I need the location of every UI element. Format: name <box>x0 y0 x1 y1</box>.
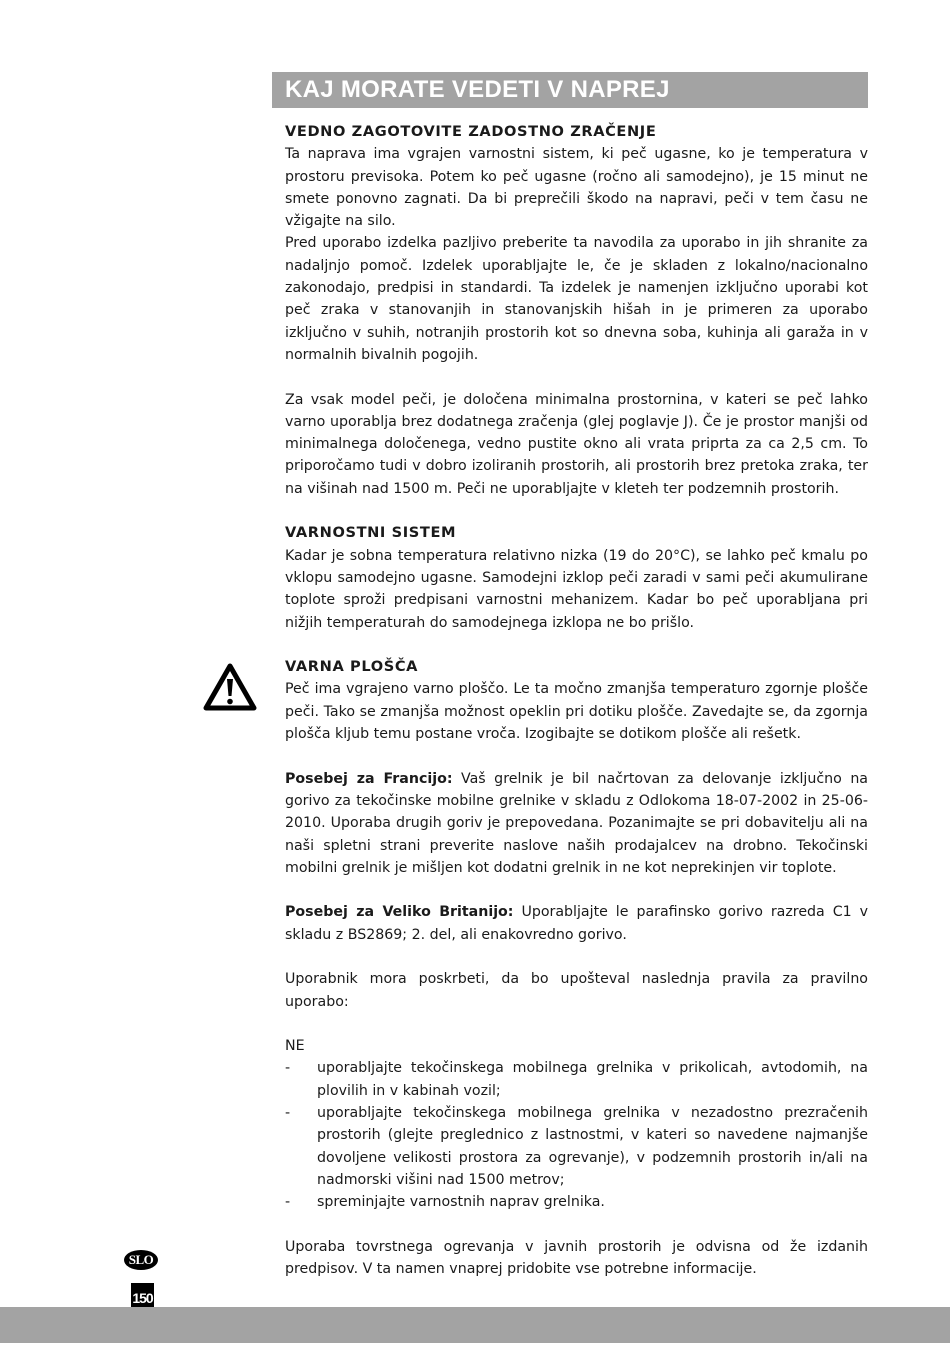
paragraph: Pred uporabo izdelka pazljivo preberite ta navodila za uporabo in jih shranite za nadaljnjo pomoč. Izdelek uporabljajte le, če je skladen z lokalno/nacionalno zakonodajo, predpisi in standardi. Ta izdelek je namenjen izključno uporabi kot peč zraka v stanovanjih in stanovanjskih hišah in je primeren za uporabo izključno v suhih, notranjih prostorih kot so dnevna soba, kuhinja ali garaža in v normalnih bivalnih pogojih. <box>285 235 868 363</box>
rules-list <box>285 1057 868 1213</box>
france-note <box>285 768 868 879</box>
list-item <box>285 1102 868 1191</box>
dash-bullet: - <box>285 1105 291 1122</box>
list-item-text: uporabljajte tekočinskega mobilnega grelnika v nezadostno prezračenih prostorih (glejte preglednico z lastnostmi, v kateri so navedene najmanjše dovoljene velikosti prostora za ogrevanje), v podzemnih prostorih in/ali na nadmorski višini nad 1500 metrov; <box>317 1105 868 1188</box>
section-heading-safety-system: VARNOSTNI SISTEM <box>285 524 457 542</box>
uk-label: Posebej za Veliko Britanijo: <box>285 904 514 921</box>
paragraph: Peč ima vgrajeno varno ploščo. Le ta močno zmanjša temperaturo zgornje plošče peči. Tako se zmanjša možnost opeklin pri dotiku plošče. Zavedajte se, da zgornja plošča kljub temu postane vroča. Izogibajte se dotikom plošče ali rešetk. <box>285 681 868 743</box>
uk-note <box>285 901 868 946</box>
france-label: Posebej za Francijo: <box>285 770 453 787</box>
list-item-text: spreminjajte varnostnih naprav grelnika. <box>317 1194 605 1211</box>
document-body <box>285 121 868 1347</box>
rules-intro: Uporabnik mora poskrbeti, da bo upošteval naslednja pravila za pravilno uporabo: <box>285 971 868 1010</box>
section-heading-ventilation: VEDNO ZAGOTOVITE ZADOSTNO ZRAČENJE <box>285 123 657 140</box>
page-title: KAJ MORATE VEDETI V NAPREJ <box>272 72 868 108</box>
warning-triangle-icon <box>202 662 258 712</box>
dash-bullet: - <box>285 1060 291 1077</box>
list-item <box>285 1191 868 1213</box>
page-number: 150 <box>132 1290 153 1306</box>
section-heading-safe-plate: VARNA PLOŠČA <box>285 658 419 676</box>
paragraph: Kadar je sobna temperatura relativno nizka (19 do 20°C), se lahko peč kmalu po vklopu samodejno ugasne. Samodejni izklop peči zaradi v sami peči akumulirane toplote sproži predpisani varnostni mehanizem. Kadar bo peč uporabljana pri nižjih temperaturah do samodejnega izklopa ne bo prišlo. <box>285 547 868 631</box>
dash-bullet: - <box>285 1194 291 1211</box>
ne-label: NE <box>285 1038 305 1055</box>
paragraph: Ta naprava ima vgrajen varnostni sistem, ki peč ugasne, ko je temperatura v prostoru previsoka. Potem ko peč ugasne (ročno ali samodejno), je 15 minut ne smete ponovno zagnati. Da bi preprečili škodo na napravi, peči v tem času ne vžigajte na silo. <box>285 146 868 230</box>
footer-bar <box>0 1307 950 1343</box>
paragraph: Za vsak model peči, je določena minimalna prostornina, v kateri se peč lahko varno uporablja brez dodatnega zračenja (glej poglavje J). Če je prostor manjši od minimalnega določenega, vedno pustite okno ali vrata priprta za ca 2,5 cm. To priporočamo tudi v dobro izoliranih prostorih, ali prostorih brez pretoka zraka, ter na višinah nad 1500 m. Peči ne uporabljajte v kleteh ter podzemnih prostorih. <box>285 391 868 497</box>
list-item <box>285 1057 868 1102</box>
paragraph: Uporaba tovrstnega ogrevanja v javnih prostorih je odvisna od že izdanih predpisov. V ta namen vnaprej pridobite vse potrebne informacije. <box>285 1238 868 1278</box>
language-badge: SLO <box>124 1250 158 1270</box>
list-item-text: uporabljajte tekočinskega mobilnega grelnika v prikolicah, avtodomih, na plovilih in v kabinah vozil; <box>317 1060 868 1099</box>
france-text: Vaš grelnik je bil načrtovan za delovanje izključno na gorivo za tekočinske mobilne grelnike v skladu z Odlokoma 18-07-2002 in 25-06-2010. Uporaba drugih goriv je prepovedana. Pozanimajte se pri dobavitelju ali na naši spletni strani preverite naslove naših prodajalcev na drobno. Tekočinski mobilni grelnik je mišljen kot dodatni grelnik in ne kot neprekinjen vir toplote. <box>285 770 869 876</box>
uk-text: Uporabljajte le parafinsko gorivo razreda C1 v skladu z BS2869; 2. del, ali enakovredno gorivo. <box>285 904 868 943</box>
